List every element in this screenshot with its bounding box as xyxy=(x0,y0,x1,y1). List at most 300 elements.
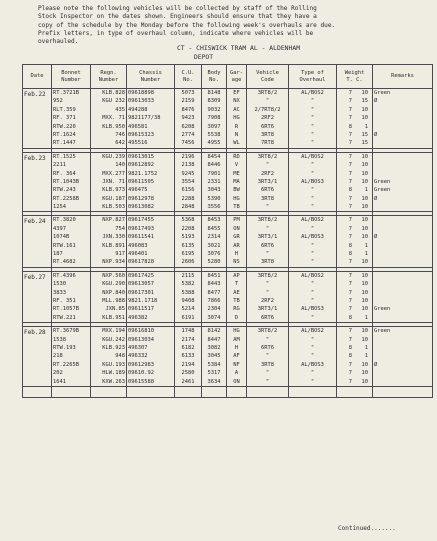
cu-value: 2848 xyxy=(181,204,195,211)
regn-value: 948 xyxy=(115,353,125,360)
regn-value: JXN.85 xyxy=(105,306,125,313)
garage-value: AE xyxy=(233,289,240,296)
chassis-value: 9821177/38 xyxy=(128,115,161,122)
regn-value: KLB.891 xyxy=(102,242,125,249)
regn-cell xyxy=(91,152,127,212)
bonnet-value: 1530 xyxy=(53,281,66,288)
body-value: 7866 xyxy=(207,297,221,304)
garage-value: EF xyxy=(233,90,240,96)
code-value: " xyxy=(265,98,270,105)
code-value: 2/7RT8/2 xyxy=(254,106,281,113)
regn-value: KLB.503 xyxy=(102,204,125,211)
remarks-value xyxy=(374,314,431,322)
cu-value: 2196 xyxy=(181,153,195,160)
header-bonnet: Bonnet Number xyxy=(52,65,91,89)
code-value: 3RT8/2 xyxy=(257,272,278,279)
chassis-cell xyxy=(127,216,175,267)
weight-tons: 7 xyxy=(348,170,352,177)
date-cell: Feb.22 xyxy=(23,89,52,149)
weight-cwt: 1 xyxy=(364,353,368,360)
chassis-value: 494288 xyxy=(128,106,148,113)
weight-tons: 8 xyxy=(348,242,352,249)
weight-cwt: 10 xyxy=(361,162,368,169)
weight-tons: 7 xyxy=(348,306,352,313)
weight-cell xyxy=(337,271,373,322)
weight-value xyxy=(338,233,371,241)
overhaul-value: AL/BOS2 xyxy=(301,90,324,96)
weight-value xyxy=(338,97,371,105)
weight-tons: 7 xyxy=(348,259,352,266)
overhaul-value: " xyxy=(310,378,315,385)
body-value: 8443 xyxy=(207,281,221,288)
weight-tons: 7 xyxy=(348,195,352,202)
overhaul-cell xyxy=(289,89,337,149)
chassis-cell xyxy=(127,152,175,212)
bonnet-value: RT.3721B xyxy=(53,90,79,96)
chassis-value: 496401 xyxy=(128,251,148,258)
chassis-value: 09612978 xyxy=(128,195,154,202)
bonnet-value: 4397 xyxy=(53,225,66,232)
vehicle-code-cell xyxy=(247,216,289,267)
code-value: 3RT8/2 xyxy=(257,328,278,335)
garage-value: A xyxy=(234,370,239,377)
bonnet-value: RT.4396 xyxy=(53,272,76,279)
garage-value: HG xyxy=(233,328,240,335)
bonnet-value: RTW.221 xyxy=(53,314,76,321)
remarks-value xyxy=(374,225,431,233)
remarks-value xyxy=(374,272,431,280)
code-value: " xyxy=(265,251,270,258)
header-vehicle-code: Vehicle Code xyxy=(247,65,289,89)
regn-value: 140 xyxy=(115,162,125,169)
garage-value: AC xyxy=(233,106,240,113)
remarks-value xyxy=(374,242,431,250)
cu-value: 2288 xyxy=(181,195,195,202)
cu-value: 2138 xyxy=(181,162,195,169)
chassis-value: 09611541 xyxy=(128,234,154,241)
remarks-value xyxy=(374,378,431,386)
chassis-value: 09617493 xyxy=(128,225,154,232)
regn-value: NXP.827 xyxy=(102,217,125,224)
header-regn: Regn. Number xyxy=(91,65,127,89)
weight-cwt: 1 xyxy=(364,187,368,194)
overhaul-value: " xyxy=(310,314,315,321)
cu-cell xyxy=(175,271,202,322)
weight-tons: 7 xyxy=(348,328,352,335)
body-value: 2314 xyxy=(207,234,221,241)
cu-value: 5382 xyxy=(181,281,195,288)
body-value: 8142 xyxy=(207,328,221,335)
table-end-row xyxy=(23,386,433,397)
cu-value: 5073 xyxy=(181,90,195,96)
cu-value: 2774 xyxy=(181,131,195,138)
weight-tons: 7 xyxy=(348,115,352,122)
body-value: 8446 xyxy=(207,162,221,169)
weight-value xyxy=(338,361,371,369)
intro-line: overhauled. xyxy=(38,38,79,46)
overhaul-value: " xyxy=(310,289,315,296)
chassis-value: 09618898 xyxy=(128,90,154,96)
chassis-cell xyxy=(127,327,175,387)
body-value: 4955 xyxy=(207,140,221,147)
overhaul-value: AL/BOS2 xyxy=(301,217,324,224)
cu-value: 6208 xyxy=(181,123,195,130)
overhaul-value: AL/BOS2 xyxy=(301,328,324,335)
weight-cwt: 15 xyxy=(361,98,368,105)
regn-cell xyxy=(91,89,127,149)
weight-cell xyxy=(337,152,373,212)
weight-value xyxy=(338,250,371,258)
cu-value: 2580 xyxy=(181,370,195,377)
cu-value: 9245 xyxy=(181,170,195,177)
remarks-value xyxy=(374,153,431,161)
bonnet-cell xyxy=(52,271,91,322)
weight-value xyxy=(338,352,371,360)
overhaul-value: " xyxy=(310,353,315,360)
intro-line: copy of the schedule by the Monday before the following week's overhauls are due. xyxy=(38,21,336,29)
bonnet-value: RLT.359 xyxy=(53,106,76,113)
weight-value xyxy=(338,131,371,139)
remarks-cell xyxy=(373,89,433,149)
remarks-value xyxy=(374,250,431,258)
garage-cell xyxy=(227,327,247,387)
remarks-value xyxy=(374,289,431,297)
body-value: 3045 xyxy=(207,353,221,360)
regn-value: KXW.263 xyxy=(102,378,125,385)
code-value: 3RT3/1 xyxy=(257,178,278,185)
chassis-value: 495516 xyxy=(128,140,148,147)
weight-tons: 7 xyxy=(348,178,352,185)
depot-heading-line1: CT - CHISWICK TRAM AL - ALDENHAM xyxy=(176,44,301,52)
table-body xyxy=(23,89,433,398)
weight-cwt: 1 xyxy=(364,242,368,249)
weight-tons: 7 xyxy=(348,234,352,241)
weight-cwt: 10 xyxy=(361,234,368,241)
body-value: 8455 xyxy=(207,225,221,232)
table-header-row xyxy=(23,65,433,89)
vehicle-code-cell xyxy=(247,152,289,212)
garage-value: MA xyxy=(233,178,240,185)
body-value: 8447 xyxy=(207,336,221,343)
garage-value: HG xyxy=(233,115,240,122)
weight-value xyxy=(338,272,371,280)
code-value: " xyxy=(265,289,270,296)
weight-tons: 7 xyxy=(348,98,352,105)
weight-value xyxy=(338,123,371,131)
bonnet-value: RF. 364 xyxy=(53,170,76,177)
weight-cell xyxy=(337,89,373,149)
cu-value: 1748 xyxy=(181,328,195,335)
header-date: Date xyxy=(23,65,52,89)
weight-cell xyxy=(337,327,373,387)
weight-cwt: 10 xyxy=(361,370,368,377)
chassis-value: 09613033 xyxy=(128,98,154,105)
cu-value: 6156 xyxy=(181,187,195,194)
bonnet-value: 2211 xyxy=(53,162,66,169)
weight-tons: 7 xyxy=(348,140,352,147)
garage-value: AR xyxy=(233,242,240,249)
body-value: 8148 xyxy=(207,90,221,96)
remarks-value xyxy=(374,352,431,360)
weight-cwt: 10 xyxy=(361,106,368,113)
garage-value: R xyxy=(234,123,239,130)
weight-tons: 8 xyxy=(348,251,352,258)
cu-value: 2174 xyxy=(181,336,195,343)
code-value: " xyxy=(265,281,270,288)
header-remarks: Remarks xyxy=(373,65,433,89)
weight-cwt: 1 xyxy=(364,123,368,130)
header-chassis: Chassis Number xyxy=(127,65,175,89)
overhaul-value: " xyxy=(310,98,315,105)
overhaul-value: " xyxy=(310,115,315,122)
regn-value: KGU.187 xyxy=(102,195,125,202)
garage-value: AF xyxy=(233,353,240,360)
remarks-value xyxy=(374,203,431,211)
weight-value xyxy=(338,242,371,250)
regn-value: NXP.560 xyxy=(102,272,125,279)
regn-value: KLB.951 xyxy=(102,314,125,321)
overhaul-value: " xyxy=(310,204,315,211)
chassis-value: 09615323 xyxy=(128,131,154,138)
garage-value: RG xyxy=(233,306,240,313)
chassis-value: 496475 xyxy=(128,187,148,194)
overhaul-value: " xyxy=(310,170,315,177)
garage-value: ON xyxy=(233,378,240,385)
bonnet-cell xyxy=(52,327,91,387)
overhaul-value: AL/BOS3 xyxy=(301,234,324,241)
date-cell: Feb.23 xyxy=(23,152,52,212)
header-garage: Gar- age xyxy=(227,65,247,89)
garage-value: T xyxy=(234,281,239,288)
regn-value: 435 xyxy=(115,106,125,113)
overhaul-value: " xyxy=(310,242,315,249)
weight-cell xyxy=(337,216,373,267)
overhaul-value: " xyxy=(310,187,315,194)
weight-cwt: 10 xyxy=(361,306,368,313)
code-value: 3RT8/2 xyxy=(257,153,278,160)
chassis-value: 496307 xyxy=(128,344,148,351)
overhaul-value: " xyxy=(310,140,315,147)
weight-cwt: 10 xyxy=(361,328,368,335)
code-value: " xyxy=(265,204,270,211)
bonnet-value: 218 xyxy=(53,353,63,360)
code-value: 2RF2 xyxy=(261,115,274,122)
cu-value: 2115 xyxy=(181,272,195,279)
weight-cwt: 10 xyxy=(361,153,368,160)
weight-tons: 8 xyxy=(348,353,352,360)
garage-value: GR xyxy=(233,234,240,241)
chassis-value: 09611505 xyxy=(128,178,154,185)
weight-tons: 7 xyxy=(348,370,352,377)
weight-tons: 7 xyxy=(348,378,352,385)
weight-tons: 7 xyxy=(348,361,352,368)
weight-cwt: 10 xyxy=(361,115,368,122)
weight-value xyxy=(338,344,371,352)
body-value: 8451 xyxy=(207,272,221,279)
overhaul-value: AL/BOS2 xyxy=(301,272,324,279)
garage-value: PM xyxy=(233,217,240,224)
remarks-value xyxy=(374,280,431,288)
vehicle-code-cell xyxy=(247,89,289,149)
body-cell xyxy=(202,152,227,212)
weight-cwt: 15 xyxy=(361,140,368,147)
body-cell xyxy=(202,216,227,267)
garage-value: H xyxy=(234,344,239,351)
remarks-value: Green xyxy=(374,306,391,313)
overhaul-value: AL/BOS3 xyxy=(301,306,324,313)
overhaul-value: AL/BOS3 xyxy=(301,178,324,185)
garage-value: WL xyxy=(233,140,240,147)
code-value: " xyxy=(265,162,270,169)
regn-cell xyxy=(91,327,127,387)
regn-value: MXX.194 xyxy=(102,328,125,335)
garage-cell xyxy=(227,271,247,322)
regn-value: 754 xyxy=(115,225,125,232)
weight-cwt: 10 xyxy=(361,259,368,266)
chassis-value: 09615588 xyxy=(128,378,154,385)
chassis-value: 9821.1752 xyxy=(128,170,158,177)
weight-cwt: 10 xyxy=(361,297,368,304)
weight-value xyxy=(338,106,371,114)
regn-value: NXP.840 xyxy=(102,289,125,296)
code-value: 6RT6 xyxy=(261,123,274,130)
weight-cwt: 1 xyxy=(364,344,368,351)
regn-value: MXX.277 xyxy=(102,170,125,177)
weight-value xyxy=(338,225,371,233)
chassis-value: 09616810 xyxy=(128,328,154,335)
cu-value: 9408 xyxy=(181,297,195,304)
cu-value: 9423 xyxy=(181,115,195,122)
overhaul-value: " xyxy=(310,131,315,138)
cu-value: 3554 xyxy=(181,178,195,185)
garage-value: V xyxy=(234,162,239,169)
weight-tons: 7 xyxy=(348,289,352,296)
chassis-value: 09617425 xyxy=(128,272,154,279)
remarks-value xyxy=(374,114,431,122)
body-value: 3021 xyxy=(207,242,221,249)
weight-cwt: 10 xyxy=(361,272,368,279)
garage-value: NS xyxy=(233,259,240,266)
intro-line: Please note the following vehicles will be collected by staff of the Rolling xyxy=(38,5,317,12)
weight-value xyxy=(338,178,371,186)
body-value: 3556 xyxy=(207,204,221,211)
chassis-value: 09613034 xyxy=(128,336,154,343)
weight-tons: 7 xyxy=(348,162,352,169)
garage-value: TB xyxy=(233,297,240,304)
bonnet-value: 202 xyxy=(53,370,63,377)
code-value: 6RT6 xyxy=(261,344,274,351)
regn-value: JXN.330 xyxy=(102,234,125,241)
chassis-value: 496083 xyxy=(128,242,148,249)
weight-cwt: 10 xyxy=(361,289,368,296)
garage-value: H xyxy=(234,251,239,258)
chassis-value: 09610.92 xyxy=(128,370,154,377)
depot-heading-line2: DEPOT xyxy=(193,53,214,61)
code-value: 3RT8 xyxy=(261,259,274,266)
regn-value: KGU.290 xyxy=(102,281,125,288)
code-value: 3RT3/1 xyxy=(257,306,278,313)
header-weight: Weight T. C. xyxy=(337,65,373,89)
cu-value: 5193 xyxy=(181,234,195,241)
overhaul-value: " xyxy=(310,162,315,169)
bonnet-value: RT.2265B xyxy=(53,361,79,368)
table-row xyxy=(23,89,433,149)
overhaul-cell xyxy=(289,327,337,387)
cu-value: 6133 xyxy=(181,353,195,360)
bonnet-cell xyxy=(52,216,91,267)
date-cell: Feb.24 xyxy=(23,216,52,267)
remarks-cell xyxy=(373,216,433,267)
regn-value: MXX. 71 xyxy=(102,115,125,122)
remarks-value: Green xyxy=(374,328,391,335)
regn-value: KGU 232 xyxy=(102,98,125,105)
bonnet-value: 1074B xyxy=(53,234,70,241)
overhaul-value: " xyxy=(310,123,315,130)
cu-value: 7456 xyxy=(181,140,195,147)
cu-cell xyxy=(175,216,202,267)
cu-value: 6182 xyxy=(181,344,195,351)
bonnet-cell xyxy=(52,152,91,212)
body-value: 7901 xyxy=(207,170,221,177)
body-value: 3043 xyxy=(207,187,221,194)
cu-value: 6191 xyxy=(181,314,195,321)
weight-cwt: 10 xyxy=(361,225,368,232)
code-value: 2RF2 xyxy=(261,170,274,177)
weight-value xyxy=(338,139,371,147)
header-overhaul: Type of Overhaul xyxy=(289,65,337,89)
header-body: Body No. xyxy=(202,65,227,89)
overhaul-value: " xyxy=(310,225,315,232)
bonnet-value: RF. 371 xyxy=(53,115,76,122)
weight-cwt: 10 xyxy=(361,378,368,385)
bonnet-value: RF. 351 xyxy=(53,297,76,304)
regn-value: KLB.950 xyxy=(102,123,125,130)
bonnet-value: 952 xyxy=(53,98,63,105)
code-value: " xyxy=(265,336,270,343)
vehicle-code-cell xyxy=(247,271,289,322)
remarks-value: Ø xyxy=(374,98,378,105)
weight-cwt: 10 xyxy=(361,361,368,368)
weight-tons: 8 xyxy=(348,344,352,351)
table-row xyxy=(23,216,433,267)
intro-paragraph xyxy=(38,5,418,46)
overhaul-value: " xyxy=(310,281,315,288)
weight-tons: 7 xyxy=(348,225,352,232)
cu-value: 2461 xyxy=(181,378,195,385)
garage-value: AM xyxy=(233,336,240,343)
bonnet-value: 187 xyxy=(53,251,63,258)
bonnet-cell xyxy=(52,89,91,149)
garage-value: AP xyxy=(233,272,240,279)
date-cell: Feb.27 xyxy=(23,271,52,322)
weight-cwt: 1 xyxy=(364,251,368,258)
weight-tons: 7 xyxy=(348,90,352,96)
weight-tons: 7 xyxy=(348,217,352,224)
weight-cwt: 10 xyxy=(361,336,368,343)
regn-value: 642 xyxy=(115,140,125,147)
bonnet-value: 3833 xyxy=(53,289,66,296)
garage-cell xyxy=(227,152,247,212)
weight-cwt: 10 xyxy=(361,170,368,177)
weight-value xyxy=(338,369,371,377)
code-value: 3RT8 xyxy=(261,361,274,368)
weight-cwt: 10 xyxy=(361,90,368,96)
body-value: 8477 xyxy=(207,289,221,296)
weight-value xyxy=(338,327,371,335)
bonnet-value: 1538 xyxy=(53,336,66,343)
cu-value: 2208 xyxy=(181,225,195,232)
remarks-cell xyxy=(373,271,433,322)
